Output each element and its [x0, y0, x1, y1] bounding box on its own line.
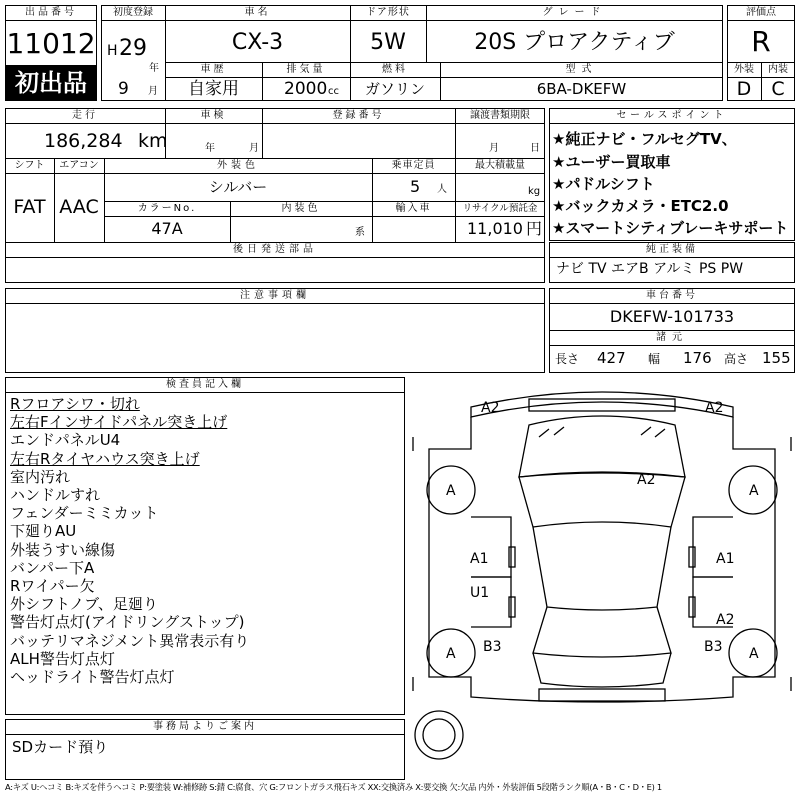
dimensions-title: 諸元	[656, 332, 688, 343]
office-title: 事務局よりご案内	[153, 721, 257, 732]
lot-label: 出品番号	[25, 7, 77, 18]
transfer-label: 譲渡書類期限	[470, 110, 530, 121]
length: 427	[597, 349, 626, 367]
spare-tire	[415, 711, 463, 759]
inspector-line: Rフロアシワ・切れ	[10, 395, 140, 413]
hood-outline	[519, 416, 685, 477]
plate-label: 登録番号	[332, 110, 385, 121]
length-label: 長さ	[555, 352, 580, 366]
grade: 20S プロアクティブ	[474, 30, 675, 55]
import-label: 輸入車	[395, 203, 432, 214]
damage-mark: A	[446, 646, 456, 662]
windshield	[519, 472, 685, 527]
fuel: ガソリン	[364, 80, 425, 98]
sales-point-item: ★パドルシフト	[552, 175, 655, 193]
damage-mark: A2	[716, 612, 735, 628]
capacity-unit: 人	[437, 184, 447, 195]
notes-label: 注意事項欄	[240, 290, 310, 301]
inspector-line: 外シフトノブ、足廻り	[10, 595, 158, 614]
history: 自家用	[188, 79, 239, 99]
inspector-line: Rワイパー欠	[10, 577, 95, 596]
width: 176	[683, 349, 712, 367]
transfer-day-unit: 日	[530, 143, 540, 154]
inspector-line: バッテリマネジメント異常表示有り	[10, 631, 250, 650]
ac-label: エアコン	[59, 160, 99, 171]
shift-label: シフト	[14, 160, 45, 171]
first-listing-text: 初出品	[15, 69, 87, 97]
damage-mark: A2	[637, 472, 656, 488]
chassis-title: 車台番号	[646, 290, 698, 301]
exterior-score: D	[736, 78, 752, 100]
damage-mark: B3	[483, 639, 502, 655]
height-label: 高さ	[724, 352, 749, 366]
inspector-line: 外装うすい線傷	[10, 540, 116, 559]
genuine-title: 純正装備	[646, 244, 698, 255]
color: シルバー	[208, 178, 268, 196]
rear-window	[533, 607, 671, 657]
recycle-label: リサイクル預託金	[462, 203, 538, 214]
door-type: 5W	[370, 30, 406, 55]
inspector-line: 下廻りAU	[10, 522, 77, 541]
lot-number: 11012	[6, 27, 96, 60]
mileage-unit: km	[138, 130, 168, 152]
model: 6BA-DKEFW	[536, 80, 627, 98]
ac: AAC	[59, 196, 99, 218]
inspector-line: エンドパネルU4	[10, 431, 121, 450]
inspector-line: ヘッドライト警告灯点灯	[10, 668, 175, 687]
damage-mark: A2	[481, 400, 500, 416]
car-name: CX-3	[231, 30, 284, 55]
recycle-amount: 11,010	[467, 219, 523, 238]
transfer-month-unit: 月	[489, 143, 499, 154]
inspector-line: 室内汚れ	[10, 467, 71, 486]
color-no: 47A	[151, 219, 183, 238]
sales-point-item: ★スマートシティブレーキサポート	[552, 219, 789, 237]
mileage-label: 走行	[72, 110, 98, 121]
recycle-unit: 円	[526, 219, 543, 238]
inspector-line: バンパー下A	[10, 558, 95, 577]
car-diagram	[409, 377, 795, 781]
chassis-number: DKEFW-101733	[609, 307, 735, 326]
sales-point-item: ★ユーザー買取車	[552, 153, 671, 171]
inspector-line: 警告灯点灯(アイドリングストップ)	[10, 613, 245, 632]
inspector-line: 左右Fインサイドパネル突き上げ	[10, 413, 228, 432]
inspector-title: 検査員記入欄	[166, 379, 244, 390]
grade-label: グレード	[542, 7, 607, 18]
legend: A:キズ U:ヘコミ B:キズを伴うヘコミ P:要塗装 W:補修跡 S:錆 C:腐食、穴 G:フロントガラス飛石キズ XX:交換済み X:要交換 欠:欠品 内外・外装評価 5段階ランク順(A・B・C・D・E) 1	[5, 782, 662, 792]
interior-color-unit: 系	[355, 227, 365, 238]
score: R	[751, 25, 771, 58]
score-label: 評価点	[746, 7, 776, 18]
inspector-line: ハンドルすれ	[10, 486, 101, 505]
interior-color-label: 内装色	[281, 203, 321, 214]
later-parts-label: 後日発送部品	[233, 244, 317, 255]
capacity: 5	[410, 177, 421, 196]
inspection-month-unit: 月	[249, 143, 259, 154]
shift: FAT	[13, 196, 46, 218]
capacity-label: 乗車定員	[391, 160, 436, 171]
displacement: 2000	[284, 79, 328, 99]
displacement-label: 排気量	[286, 64, 326, 75]
inspection-label: 車検	[200, 110, 227, 121]
damage-mark: U1	[470, 585, 490, 601]
car-name-label: 車名	[244, 7, 271, 18]
load-unit: kg	[528, 186, 541, 197]
genuine-items: ナビ TV エアB アルミ PS PW	[556, 261, 744, 277]
first-reg-label: 初度登録	[113, 7, 153, 18]
history-label: 車歴	[200, 64, 227, 75]
interior-label: 内装	[768, 64, 788, 75]
rear-bumper-center	[539, 689, 665, 701]
reg-month: 9	[118, 79, 129, 99]
office-note: SDカード預り	[12, 738, 109, 756]
color-label: 外装色	[217, 160, 259, 171]
inspection-year-unit: 年	[205, 143, 215, 154]
reg-year: 29	[119, 36, 147, 61]
interior-score: C	[771, 78, 785, 100]
year-unit: 年	[149, 63, 159, 74]
mileage: 186,284	[44, 130, 123, 152]
color-no-label: カラーNo.	[137, 203, 197, 214]
front-bumper-center	[529, 399, 675, 411]
door-label: ドア形状	[366, 7, 410, 18]
era-letter: H	[107, 43, 118, 59]
inspector-line: ALH警告灯点灯	[10, 649, 115, 668]
model-label: 型式	[565, 64, 598, 75]
fuel-label: 燃料	[382, 64, 408, 75]
sales-points-title: セールスポイント	[616, 110, 728, 121]
inspector-notes	[10, 395, 400, 686]
month-unit: 月	[148, 86, 158, 97]
sales-point-item: ★純正ナビ・フルセグTV、	[552, 130, 737, 148]
displacement-unit: cc	[328, 86, 339, 97]
front-bumper-outline	[471, 392, 733, 417]
inspector-line: フェンダーミミカット	[10, 504, 159, 523]
height: 155	[762, 349, 791, 367]
roof	[533, 527, 671, 610]
damage-mark: A2	[705, 400, 724, 416]
inspector-line: 左右Rタイヤハウス突き上げ	[10, 449, 200, 468]
exterior-label: 外装	[734, 64, 754, 75]
damage-mark: B3	[704, 639, 723, 655]
damage-mark: A1	[470, 551, 489, 567]
width-label: 幅	[648, 352, 661, 366]
sales-point-item: ★バックカメラ・ETC2.0	[552, 197, 729, 215]
damage-mark: A	[749, 646, 759, 662]
damage-mark: A1	[716, 551, 735, 567]
load-label: 最大積載量	[475, 160, 525, 171]
damage-mark: A	[749, 483, 759, 499]
damage-mark: A	[446, 483, 456, 499]
